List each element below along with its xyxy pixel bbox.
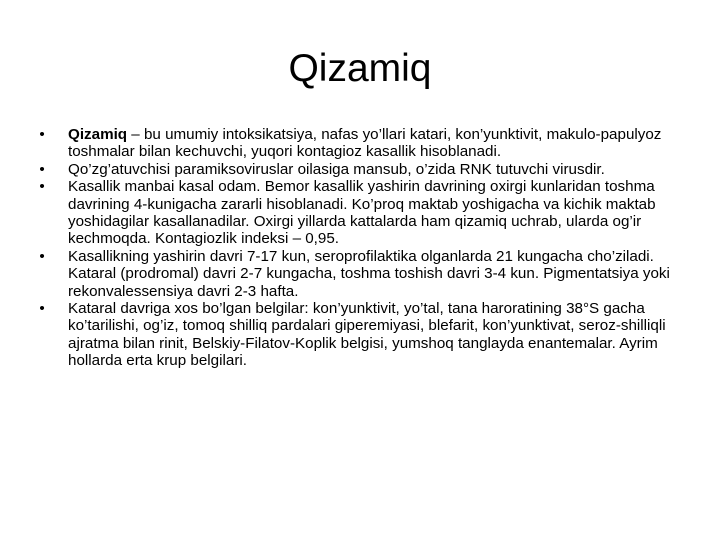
bullet-text: Kasallik manbai kasal odam. Bemor kasallik yashirin davrining oxirgi kunlaridan toshma davrining 4-kunigacha zararli hisoblanadi. Ko’proq maktab yoshigacha va kichik maktab yoshidagilar kasallanadilar. Oxirgi yillarda kattalarda ham qizamiq uchrab, ularda og’ir kechmoqda. Kontagiozlik indeksi – 0,95. xyxy=(68,178,656,248)
bullet-item-source xyxy=(36,178,696,248)
bullet-text: – bu umumiy intoksikatsiya, nafas yo’llari katari, kon’yunktivit, makulo-papulyoz toshmalar bilan kechuvchi, yuqori kontagioz kasallik hisoblanadi. xyxy=(68,126,662,161)
bullet-icon: • xyxy=(39,300,45,318)
bullet-item-periods xyxy=(36,248,696,300)
bullet-item-definition xyxy=(36,126,696,161)
bullet-icon: • xyxy=(39,160,45,178)
bullet-text: Kataral davriga xos bo’lgan belgilar: kon’yunktivit, yo’tal, tana haroratining 38°S gacha ko’tarilishi, og’iz, tomoq shilliq pardalari giperemiyasi, blefarit, kon’yunktivat, seroz-shilliqli ajratma bilan rinit, Belskiy-Filatov-Koplik belgisi, yumshoq tanglayda enantemalar. Ayrim hollarda erta krup belgilari. xyxy=(68,300,666,370)
bullet-text: Qo’zg’atuvchisi paramiksoviruslar oilasiga mansub, o’zida RNK tutuvchi virusdir. xyxy=(68,160,605,178)
bullet-list xyxy=(36,126,696,370)
slide-title: Qizamiq xyxy=(288,47,432,90)
bullet-text: Kasallikning yashirin davri 7-17 kun, seroprofilaktika olganlarda 21 kungacha cho’ziladi. Kataral (prodromal) davri 2-7 kungacha, toshma toshish davri 3-4 kun. Pigmentatsiya yoki rekonvalessensiya davri 2-3 hafta. xyxy=(68,247,670,300)
bullet-item-symptoms xyxy=(36,300,696,370)
bullet-lead-term: Qizamiq xyxy=(68,126,128,143)
bullet-icon: • xyxy=(39,247,45,265)
bullet-icon: • xyxy=(39,126,45,143)
bullet-item-pathogen xyxy=(36,161,696,178)
bullet-icon: • xyxy=(39,178,45,196)
